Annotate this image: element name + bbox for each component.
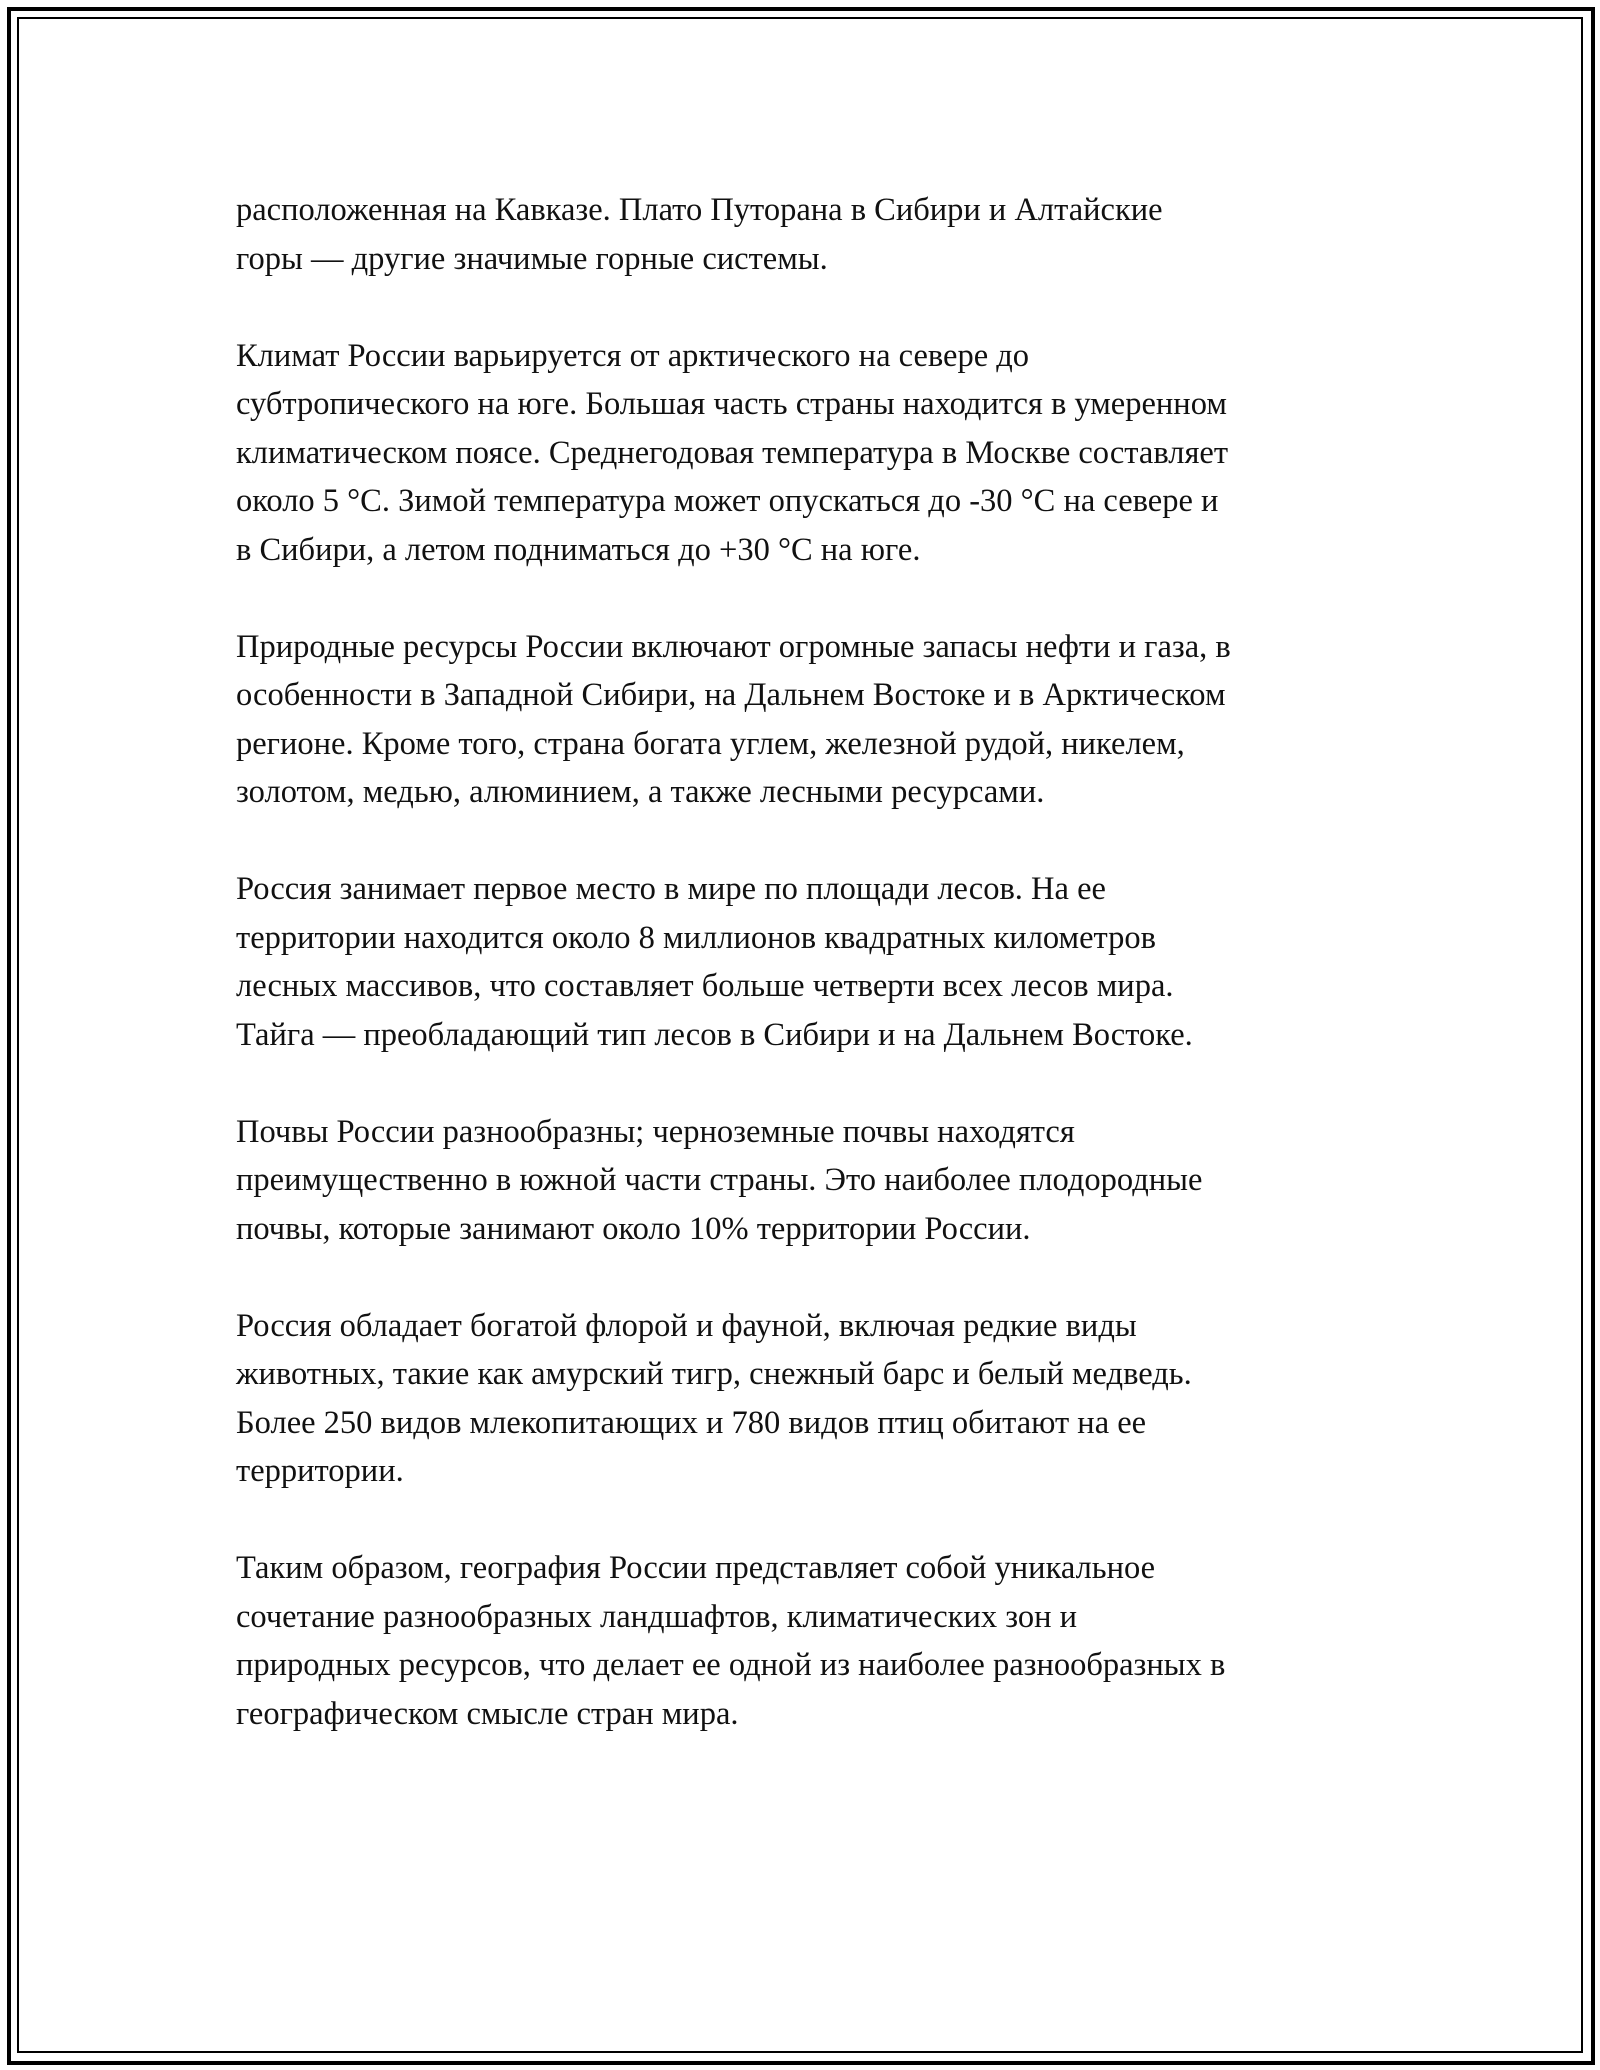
paragraph-forests [236,865,1376,1059]
text-line: субтропического на юге. Большая часть страны находится в умеренном [236,386,1227,422]
paragraph-mountains [236,186,1376,283]
text-line: лесных массивов, что составляет больше четверти всех лесов мира. [236,968,1174,1004]
text-line: Почвы России разнообразны; черноземные почвы находятся [236,1113,1075,1150]
text-line: географическом смысле стран мира. [236,1695,739,1732]
text-line: золотом, медью, алюминием, а также лесными ресурсами. [236,774,1045,810]
text-line: животных, такие как амурский тигр, снежный барс и белый медведь. [236,1356,1192,1392]
paragraph-climate [236,332,1376,575]
text-line: территории находится около 8 миллионов квадратных километров [236,919,1156,956]
text-line: расположенная на Кавказе. Плато Путорана в Сибири и Алтайские [236,192,1163,228]
text-line: территории. [236,1453,404,1489]
text-line: преимущественно в южной части страны. Это наиболее плодородные [236,1162,1203,1198]
text-line: Россия обладает богатой флорой и фауной, включая редкие виды [236,1307,1137,1344]
text-line: Таким образом, география России представляет собой уникальное [236,1550,1156,1586]
text-line: горы — другие значимые горные системы. [236,240,828,277]
document-body [236,186,1376,1787]
text-line: почвы, которые занимают около 10% территории России. [236,1210,1031,1247]
text-line: Климат России варьируется от арктического на севере до [236,337,1030,374]
text-line: сочетание разнообразных ландшафтов, климатических зон и [236,1598,1078,1635]
text-line: Россия занимает первое место в мире по площади лесов. На ее [236,871,1106,907]
text-line: регионе. Кроме того, страна богата углем, железной рудой, никелем, [236,725,1185,762]
paragraph-flora-fauna [236,1302,1376,1496]
text-line: около 5 °C. Зимой температура может опускаться до -30 °C на севере и [236,483,1219,519]
text-line: особенности в Западной Сибири, на Дальнем Востоке и в Арктическом [236,677,1226,713]
text-line: в Сибири, а летом подниматься до +30 °C на юге. [236,531,921,568]
paragraph-conclusion [236,1544,1376,1738]
text-line: климатическом поясе. Среднегодовая температура в Москве составляет [236,434,1229,471]
text-line: Более 250 видов млекопитающих и 780 видов птиц обитают на ее [236,1404,1147,1441]
text-line: природных ресурсов, что делает ее одной из наиболее разнообразных в [236,1647,1226,1683]
paragraph-soils [236,1108,1376,1254]
text-line: Природные ресурсы России включают огромные запасы нефти и газа, в [236,628,1231,665]
paragraph-natural-resources [236,623,1376,817]
text-line: Тайга — преобладающий тип лесов в Сибири и на Дальнем Востоке. [236,1016,1193,1053]
